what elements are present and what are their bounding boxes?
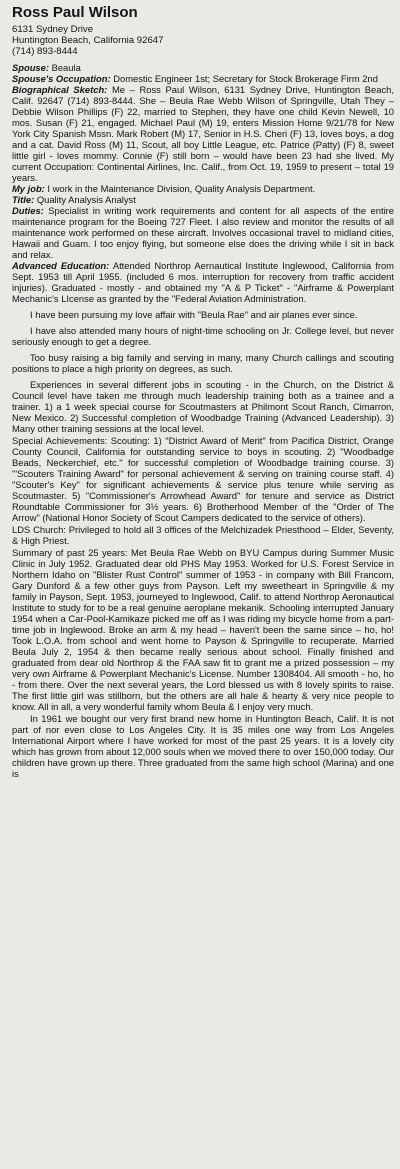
my-job-field: [12, 183, 394, 194]
field-label: Spouse:: [12, 62, 49, 73]
love-affair-paragraph: I have been pursuing my love affair with "Beula Rae" and air planes ever since.: [30, 309, 358, 320]
field-label: Spouse's Occupation:: [12, 73, 111, 84]
scouting-experience-paragraph: Experiences in several different jobs in scouting - in the Church, on the District & Council level have taken me through much leadership training both as a trainee and a trainer. 1) a 1 week special course for Scoutmasters at Philmont Scout Ranch, Cimarron, New Mexico. 2) Successful completion of Woodbadge Training (Advanced Leadership). 3) Many other training sessions at the local level.: [12, 379, 394, 434]
field-value: I work in the Maintenance Division, Quality Analysis Department.: [44, 183, 316, 194]
special-achievements-paragraph: Special Achievements: Scouting: 1) "District Award of Merit" from Pacifica District, Orange County Council, California for outstanding service to boys in scouting. 2) "Woodbadge Beads, Neckerchief, etc." for successful completion of Woodbadge training course. 3) "'Scouters Training Award" for personal achievement & serving on training course staff. 4) "Scouter's Key" for significant achievements & service plus tenure while serving as Scoutmaster. 5) "Commissioner's Arrowhead Award" for tenure and service as District Roundtable Commissioner for 3½ years. 6) Brotherhood Member of the "Order of The Arrow" (National Honor Society of Scout Campers dedicated to the service of others).: [12, 435, 394, 523]
field-value: Beaula: [48, 62, 81, 73]
advanced-education-field: [12, 260, 394, 304]
field-label: My job:: [12, 183, 45, 194]
city-state-zip: Huntington Beach, California 92647: [12, 35, 164, 46]
field-label: Duties:: [12, 205, 44, 216]
summary-paragraph: Summary of past 25 years: Met Beula Rae Webb on BYU Campus during Summer Music Clinic in July 1952. Graduated dear old PHS May 1953. Worked for U.S. Forest Service in Northern Idaho on "Blister Rust Control" summer of 1953 - in company with Bill Francom, Gary Dunford & a few other guys from Payson. Left my sweetheart in Springville & my family in Payson, Sept. 1953, journeyed to Inglewood, Calif. to attend Northrop Aeronautical Institute to study for to be a real genuine aeroplane mekanik. Schooling interrupted January 1954 when a Car-Pool-Kamikaze picked me off as I was riding my bicycle home from a part-time job in Inglewood. Broke an arm & my head – haven't been the same since – ho, ho! Took L.O.A. from school and went home to Payson & Springville to recuperate. Married Beula July 2, 1954 & then became really serious about school. Finally finished and graduated from dear old Northrop & the FAA saw fit to grant me a prized possession – my very own Airframe & Powerplant Mechanic's License. Number 1308404. All smooth - ho, ho - from there. Over the next several years, the Lord blessed us with 8 lovely spirits to raise. The first little girl was stillborn, but the others are all hale & hearty & very nice people to know. All in all, a very wonderful family whom Beula & I enjoy very much.: [12, 547, 394, 712]
field-value: Quality Analysis Analyst: [34, 194, 136, 205]
spouse-occupation-field: [12, 73, 394, 84]
spouse-field: [12, 62, 394, 73]
field-label: Biographical Sketch:: [12, 84, 108, 95]
field-value: Specialist in writing work requirements and content for all aspects of the entire maintenance program for the Boeing 727 Fleet. I also review and monitor the results of all maintenance work performed on these aircraft. Involves occasional travel to midland cities, Hawaii and Guam. I too enjoy flying, but someone else does the driving while I sit in back and relax.: [12, 205, 394, 260]
address-block: [12, 24, 394, 57]
biographical-sketch-field: [12, 84, 394, 183]
title-field: [12, 194, 394, 205]
busy-family-paragraph: Too busy raising a big family and serving in many, many Church callings and scouting positions to place a high priority on degrees, as such.: [12, 352, 394, 374]
street-address: 6131 Sydney Drive: [12, 24, 94, 35]
field-value: Attended Northrop Aernautical Institute Inglewood, California from Sept. 1953 till April 1955. (included 6 mos. interruption for recovery from traffic accident injuries). Graduated - mostly - and obtained my "A & P Ticket" - "Airframe & Powerplant Mechanic's LIcense as granted by the "Federal Aviation Administration.: [12, 260, 394, 304]
field-value: Me – Ross Paul Wilson, 6131 Sydney Drive, Huntington Beach, Calif. 92647 (714) 893-8444. She – Beula Rae Webb Wilson of Springville, Utah They – Debbie Wilson Phillips (F) 22, married to Stephen, they have one child Kevin Newell, 10 mos. Susan (F) 21, engaged. Michael Paul (M) 19, enters Mission Home 9/21/78 for New York City Spanish Mssn. Mark Robert (M) 17, Senior in H.S. Cheri (F) 13, loves boys, a dog and a cat. David Ross (M) 11, Scout, all boy Little League, etc. Patrice (Patty) (F) 8, sweet little girl - loves mommy. Connie (F) still born – would have been 23 had she lived. My current Occupation: Continental Airlines, Inc. Calif., from Oct. 19, 1959 to present – total 19 years.: [12, 84, 394, 183]
lds-church-paragraph: LDS Church: Privileged to hold all 3 offices of the Melchizadek Priesthood – Elder, Seventy, & High Priest.: [12, 524, 394, 546]
phone-number: (714) 893-8444: [12, 46, 78, 57]
field-label: Advanced Education:: [12, 260, 110, 271]
field-value: Domestic Engineer 1st; Secretary for Stock Brokerage Firm 2nd: [110, 73, 378, 84]
night-school-paragraph: I have also attended many hours of night-time schooling on Jr. College level, but never seriously enough to get a degree.: [12, 325, 394, 347]
person-name: Ross Paul Wilson: [12, 4, 138, 21]
duties-field: [12, 205, 394, 260]
huntington-beach-paragraph: In 1961 we bought our very first brand new home in Huntington Beach, Calif. It is not part of nor even close to Los Angeles City. It is 35 miles one way from Los Angeles International Airport where I have worked for most of the past 25 years. It is a lovely city which has grown from about 12,000 souls when we moved there to over 150,000 today. Our children have grown up there. Three graduated from the same high school (Marina) and one is: [12, 713, 394, 779]
field-label: Title:: [12, 194, 35, 205]
